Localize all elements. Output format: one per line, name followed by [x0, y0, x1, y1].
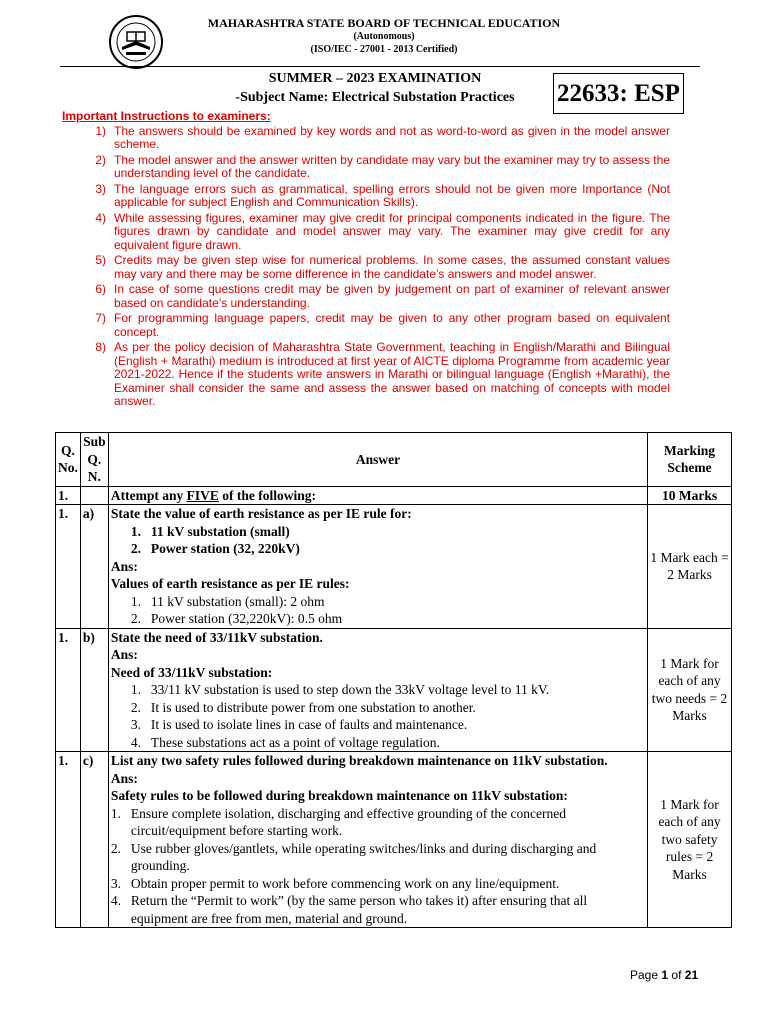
table-row: [56, 628, 732, 752]
answer-cell: [108, 628, 647, 752]
instruction-item: 8) As per the policy decision of Maharashtra State Government, teaching in English/Marathi and Bilingual (English + Marathi) medium is introduced at first year of AICTE diploma Programme from academic year 2021-2022. Hence if the students write answers in Marathi or bilingual language (English +Marathi), the Examiner shall consider the same and assess the answer based on matching of concepts with model answer.: [95, 340, 670, 408]
question-text: State the need of 33/11kV substation.: [110, 629, 323, 645]
instruction-item: 2) The model answer and the answer written by candidate may vary but the examiner may try to assess the understanding level of the candidate.: [95, 152, 670, 180]
answer-title: Safety rules to be followed during breakdown maintenance on 11kV substation:: [110, 788, 568, 803]
exam-title: SUMMER – 2023 EXAMINATION: [268, 71, 482, 86]
question-number: 1.: [56, 752, 81, 928]
answer-title: Need of 33/11kV substation:: [110, 664, 273, 680]
question-text: State the value of earth resistance as per IE rule for:: [110, 506, 412, 521]
marking-scheme: 1 Mark for each of any two needs = 2 Marks: [648, 628, 732, 752]
ans-label: Ans:: [110, 647, 138, 662]
answer-item: 3. Obtain proper permit to work before commencing work on any line/equipment.: [110, 875, 560, 891]
instructions-title: Important Instructions to examiners:: [62, 109, 271, 123]
col-header-subq: Sub Q. N.: [80, 433, 108, 487]
examiner-instructions: [62, 110, 670, 411]
answer-table: [55, 432, 732, 928]
subject-name: -Subject Name: Electrical Substation Practices: [235, 90, 515, 105]
question-text: List any two safety rules followed during breakdown maintenance on 11kV substation.: [110, 753, 608, 768]
answer-item: 3. It is used to isolate lines in case of faults and maintenance.: [130, 717, 468, 732]
instruction-item: 5) Credits may be given step wise for numerical problems. In some cases, the assumed constant values may vary and there may be some difference in the candidate’s answers and model answer.: [95, 253, 670, 281]
answer-item: 4. Return the “Permit to work” (by the same person who takes it) after ensuring that all equipment are free from men, material and ground.: [110, 893, 588, 926]
table-row: [56, 505, 732, 629]
sub-question-label: c): [80, 752, 108, 928]
ans-label: Ans:: [110, 770, 138, 786]
section-empty-cell: [80, 486, 108, 505]
sub-question-label: b): [80, 628, 108, 752]
answer-cell: [108, 752, 647, 928]
sub-question-label: a): [80, 505, 108, 629]
subject-code-box: 22633: ESP: [553, 73, 684, 114]
question-item: 2. Power station (32, 220kV): [130, 541, 300, 556]
answer-title: Values of earth resistance as per IE rules:: [110, 576, 350, 591]
question-number: 1.: [56, 628, 81, 752]
marking-scheme: 1 Mark each = 2 Marks: [648, 505, 732, 629]
question-item: 1. 11 kV substation (small): [130, 523, 290, 539]
table-row: [56, 752, 732, 928]
section-marks: 10 Marks: [648, 486, 732, 505]
section-instruction: Attempt any FIVE of the following:: [108, 486, 647, 505]
section-qno: 1.: [56, 486, 81, 505]
instruction-item: 1) The answers should be examined by key words and not as word-to-word as given in the model answer scheme.: [95, 123, 670, 151]
answer-item: 4. These substations act as a point of voltage regulation.: [130, 734, 440, 750]
page-header: [0, 0, 768, 72]
answer-item: 1. Ensure complete isolation, discharging and effective grounding of the concerned circuit/equipment before starting work.: [110, 805, 566, 838]
answer-item: 1. 33/11 kV substation is used to step down the 33kV voltage level to 11 kV.: [130, 682, 550, 697]
section-row: [56, 486, 732, 505]
col-header-marking: Marking Scheme: [648, 433, 732, 487]
autonomous-label: (Autonomous): [353, 31, 415, 42]
instruction-item: 7) For programming language papers, credit may be given to any other program based on equivalent concept.: [95, 311, 670, 339]
question-number: 1.: [56, 505, 81, 629]
answer-item: 1. 11 kV substation (small): 2 ohm: [130, 593, 325, 609]
answer-cell: [108, 505, 647, 629]
board-seal-logo: [108, 14, 164, 70]
header-divider: [60, 66, 700, 67]
marking-scheme: 1 Mark for each of any two safety rules = 2 Marks: [648, 752, 732, 928]
instruction-item: 4) While assessing figures, examiner may give credit for principal components indicated in the figure. The figures drawn by candidate and model answer may vary. The examiner may give credit for any equivalent figure drawn.: [95, 210, 670, 252]
col-header-answer: Answer: [108, 433, 647, 487]
col-header-qno: Q. No.: [56, 433, 81, 487]
instruction-item: 6) In case of some questions credit may be given by judgement on part of examiner of relevant answer based on candidate’s understanding.: [95, 282, 670, 310]
page-number: Page 1 of 21: [630, 968, 699, 982]
instructions-list: [62, 125, 670, 409]
board-info: [166, 16, 602, 56]
table-header-row: [56, 433, 732, 487]
answer-item: 2. Use rubber gloves/gantlets, while operating switches/links and during discharging and grounding.: [110, 840, 597, 873]
answer-item: 2. It is used to distribute power from one substation to another.: [130, 699, 476, 715]
ans-label: Ans:: [110, 558, 138, 574]
instruction-item: 3) The language errors such as grammatical, spelling errors should not be given more Importance (Not applicable for subject English and Communication Skills).: [95, 181, 670, 209]
answer-item: 2. Power station (32,220kV): 0.5 ohm: [130, 611, 343, 626]
board-name: MAHARASHTRA STATE BOARD OF TECHNICAL EDUCATION: [207, 16, 561, 30]
certification-label: (ISO/IEC - 27001 - 2013 Certified): [310, 44, 458, 55]
